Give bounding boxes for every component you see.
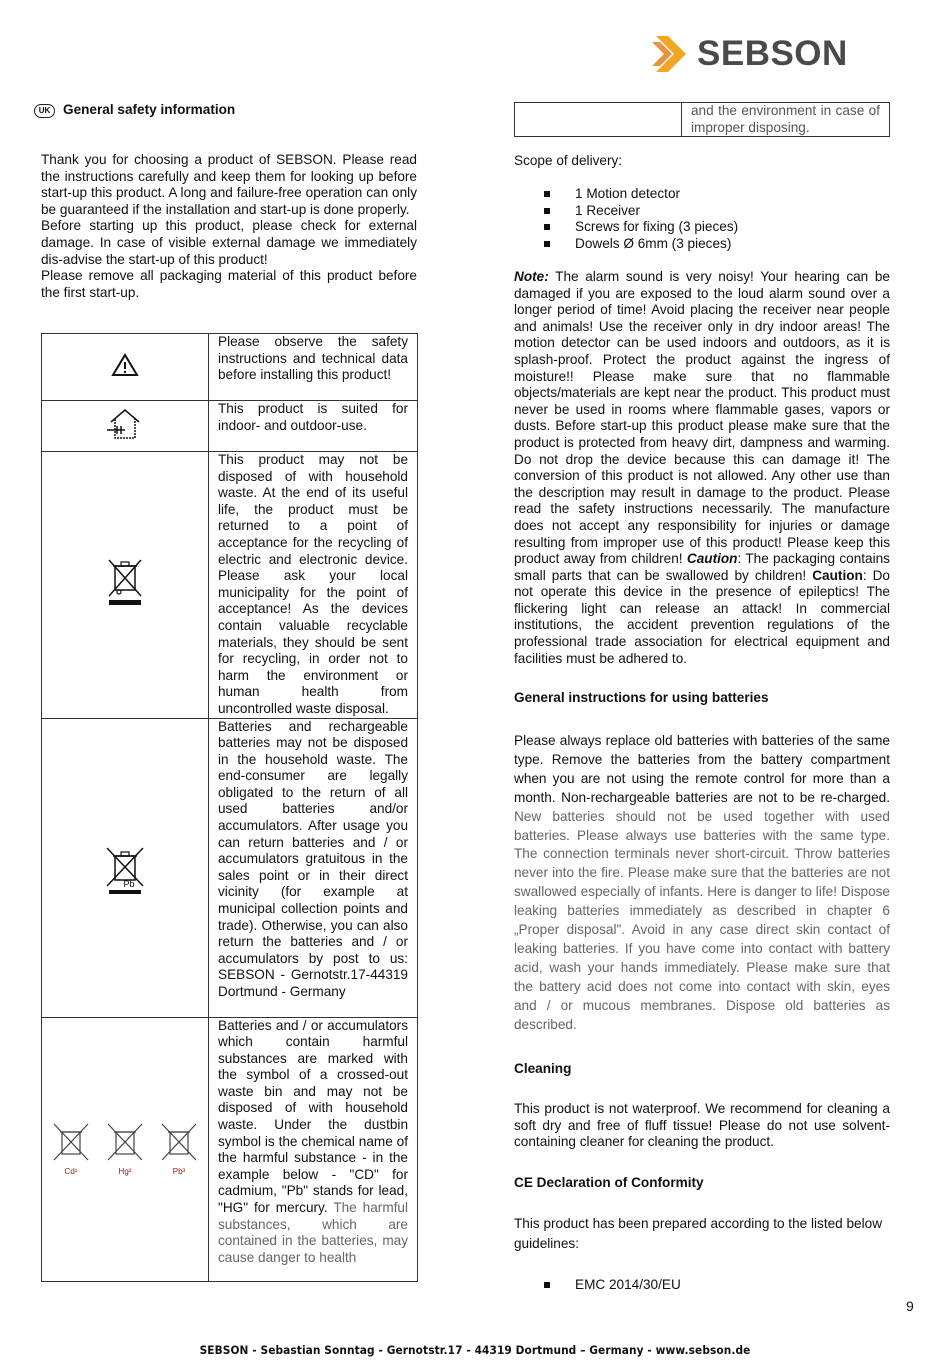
symbol-cell bbox=[42, 452, 209, 719]
ce-paragraph: This product has been prepared according to the listed below guidelines: bbox=[514, 1216, 883, 1251]
table-row bbox=[42, 334, 418, 401]
intro-paragraph: Before starting up this product, please check for external damage. In case of visible external damage we immediately dis-advise the start-up of this product! bbox=[41, 218, 417, 267]
sebson-logo bbox=[652, 34, 862, 74]
list-item: Screws for fixing (3 pieces) bbox=[544, 219, 738, 236]
page-number: 9 bbox=[906, 1298, 914, 1314]
section-title-ce: CE Declaration of Conformity bbox=[514, 1175, 704, 1190]
table-row bbox=[42, 401, 418, 452]
table-continuation bbox=[514, 102, 890, 137]
continued-text: and the environment in case of improper disposing. bbox=[682, 103, 890, 137]
note-text: The alarm sound is very noisy! Your hearing can be damaged if you are exposed to the loud alarm sound over a longer period of time! Avoid placing the receiver near people and animals! Use the receiver only in dry indoor areas! The motion detector can be used indoors and outdoors, as it is splash-proof. Protect the product against the ingress of moisture!! Please make sure that no flammable objects/materials are kept near the product. This product must never be used in rooms where flammable gases, vapors or dusts. Before start-up this product please make sure that the product is protected from heavy dirt, dampness and warming. Do not drop the device because this can damage it! The conversion of this product is not allowed. Any other use than the description may result in damage to the product. Please read the safety instructions necessarily. The manufacture does not accept any responsibility for injuries or damage resulting from improper use of this product! Please keep this product away from children! bbox=[514, 269, 890, 567]
crossed-bin-pb-small-icon bbox=[158, 1122, 200, 1176]
cd-label: Cd¹ bbox=[64, 1166, 78, 1176]
symbol-cell bbox=[42, 401, 209, 452]
batteries-text-grey: New batteries should not be used together with used batteries. Please always use batteries with the same type. The connection terminals never short-circuit. Throw batteries never into the fire. Please make sure that the batteries are not swallowed especially of infants. Here is danger to life! Dispose leaking batteries immediately as described in chapter 6 „Proper disposal". Avoid in any case direct skin contact of leaking batteries. If you have come into contact with battery acid, wash your hands immediately. Please make sure that the battery acid does not come into contact with skin, eyes and / or mucous membranes. Dispose old batteries as described. bbox=[514, 808, 890, 1032]
empty-cell bbox=[515, 103, 682, 137]
section-title-safety bbox=[34, 102, 235, 119]
note-paragraph bbox=[514, 269, 890, 667]
symbol-cell bbox=[42, 718, 209, 1017]
intro-text bbox=[41, 152, 417, 301]
page-footer: SEBSON - Sebastian Sonntag - Gernotstr.17 - 44319 Dortmund – Germany - www.sebson.de bbox=[199, 1343, 751, 1357]
list-item: 1 Motion detector bbox=[544, 186, 738, 203]
table-row bbox=[515, 103, 890, 137]
pb-small-label: Pb³ bbox=[172, 1166, 186, 1176]
note-text: : Do not operate this device in the presence of epileptics! The flickering light can release an attack! In commercial institutions, the accident prevention regulations of the professional trade association for electrical equipment and facilities must be adhered to. bbox=[514, 567, 890, 666]
symbol-description bbox=[209, 1017, 418, 1281]
hg-label: Hg² bbox=[118, 1166, 132, 1176]
scope-label: Scope of delivery: bbox=[514, 153, 623, 168]
warning-triangle-icon bbox=[111, 353, 139, 377]
section-title-cleaning: Cleaning bbox=[514, 1061, 572, 1076]
harmful-text-grey: The harmful substances, which are contained in the batteries, may cause danger to health bbox=[218, 1200, 408, 1265]
caution-label: Caution bbox=[812, 567, 863, 583]
table-row bbox=[42, 452, 418, 719]
symbol-cell bbox=[42, 1017, 209, 1281]
note-label: Note: bbox=[514, 269, 549, 284]
ce-list bbox=[544, 1277, 681, 1294]
indoor-outdoor-house-icon bbox=[105, 408, 145, 440]
symbol-description: This product is suited for indoor- and outdoor-use. bbox=[209, 401, 418, 452]
section-title-batteries: General instructions for using batteries bbox=[514, 690, 769, 705]
intro-paragraph: Thank you for choosing a product of SEBSON. Please read the instructions carefully and keep them for looking up before start-up this product. A long and failure-free operation can only be guaranteed if the installation and start-up is done properly. bbox=[41, 152, 417, 217]
chevron-arrow-icon bbox=[652, 36, 692, 72]
crossed-bin-weee-icon bbox=[105, 558, 145, 606]
uk-badge: UK bbox=[34, 104, 55, 118]
list-item: 1 Receiver bbox=[544, 203, 738, 220]
symbol-description: Batteries and rechargeable batteries may not be disposed in the household waste. The end-consumer are legally obligated to the return of all used batteries and/or accumulators. After usage you can return batteries and / or accumulators gratuitous in the sales point or in their direct vicinity (for example at municipal collection points and trade). Otherwise, you can also return the batteries and / or accumulators by post to us: SEBSON - Gernotstr.17-44319 Dortmund - Germany bbox=[209, 718, 418, 1017]
harmful-bins-group bbox=[42, 1122, 208, 1176]
intro-paragraph: Please remove all packaging material of this product before the first start-up. bbox=[41, 268, 417, 300]
symbol-description: Please observe the safety instructions and technical data before installing this product! bbox=[209, 334, 418, 401]
batteries-text: Please always replace old batteries with batteries of the same type. Remove the batteries from the battery compartment when you are not using the remote control for more than a month. Non-rechargeable batteries are not to be re-charged. bbox=[514, 733, 890, 805]
table-row bbox=[42, 718, 418, 1017]
caution-label: Caution bbox=[686, 551, 738, 567]
note-text: : The packaging contains small parts that can be swallowed by children! bbox=[514, 551, 890, 583]
crossed-bin-cd-icon bbox=[50, 1122, 92, 1176]
batteries-paragraph bbox=[514, 732, 890, 1035]
scope-list bbox=[544, 186, 738, 252]
symbol-description: This product may not be disposed of with household waste. At the end of its useful life, the product must be returned to a point of acceptance for the recycling of electric and electronic device. Please ask your local municipality for the point of acceptance! As the devices contain valuable recyclable materials, they should be sent for recycling, in order not to harm the environment or human health from uncontrolled waste disposal. bbox=[209, 452, 418, 719]
table-row bbox=[42, 1017, 418, 1281]
harmful-text: Batteries and / or accumulators which contain harmful substances are marked with the symbol of a crossed-out waste bin and may not be disposed of with household waste. Under the dustbin symbol is the chemical name of the harmful substance - in the example below - "CD" for cadmium, "Pb" stands for lead, "HG" for mercury. bbox=[218, 1017, 408, 1216]
list-item: EMC 2014/30/EU bbox=[544, 1277, 681, 1294]
symbol-cell bbox=[42, 334, 209, 401]
symbols-table bbox=[41, 333, 418, 1282]
cleaning-paragraph: This product is not waterproof. We recommend for cleaning a soft dry and free of fluff tissue! Please do not use solvent-containing cleaner for cleaning the product. bbox=[514, 1101, 890, 1150]
list-item: Dowels Ø 6mm (3 pieces) bbox=[544, 236, 738, 253]
safety-title-text: General safety information bbox=[63, 102, 236, 117]
crossed-bin-hg-icon bbox=[104, 1122, 146, 1176]
pb-label: Pb bbox=[123, 879, 135, 890]
brand-name: SEBSON bbox=[697, 34, 848, 73]
